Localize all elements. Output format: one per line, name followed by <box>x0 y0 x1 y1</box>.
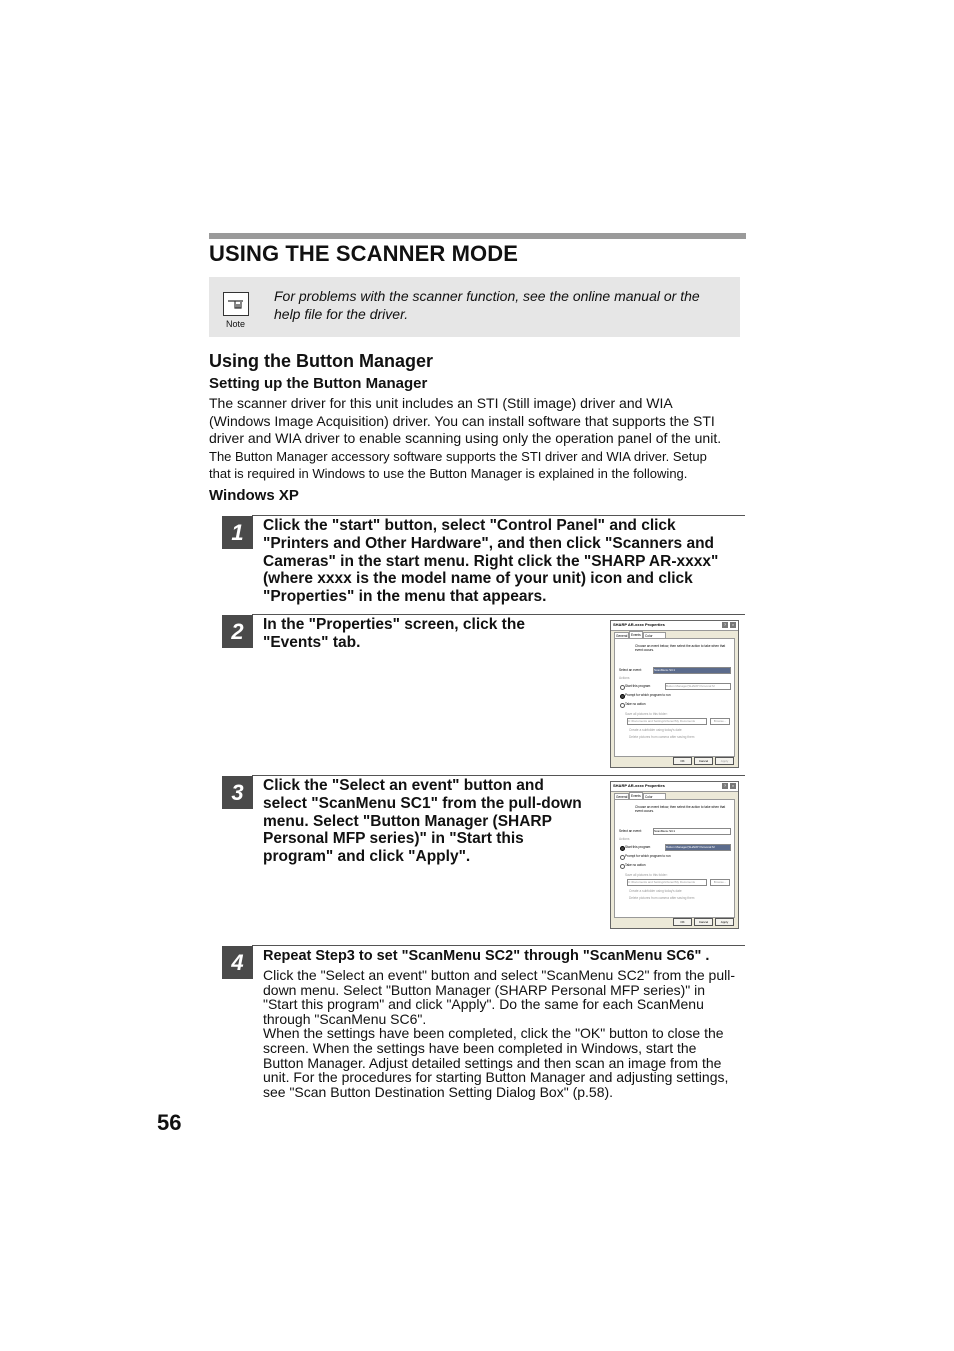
section-heading: Using the Button Manager <box>209 351 433 371</box>
step-number: 2 <box>222 615 253 648</box>
paragraph-line: driver and WIA driver to enable scanning using only the operation panel of the unit. <box>209 430 722 446</box>
step-line: In the "Properties" screen, click the <box>263 616 525 633</box>
pointing-hand-icon <box>223 292 249 316</box>
paragraph-line: that is required in Windows to use the Button Manager is explained in the following. <box>209 466 688 481</box>
browse-button: Browse... <box>710 879 730 886</box>
step-3-text <box>263 777 603 866</box>
step-rule <box>252 945 745 946</box>
step-body-line: Button Manager. Adjust detailed settings and then scan an image from the <box>263 1054 722 1071</box>
prompt-label: Prompt for which program to run <box>625 693 671 697</box>
intro-paragraph <box>209 395 744 483</box>
step-body-line: When the settings have been completed, click the "OK" button to close the <box>263 1025 724 1042</box>
delete-label: Delete pictures from camera after saving them <box>629 896 695 900</box>
apply-button: Apply <box>715 918 734 926</box>
event-select: ScanMenu SC1 <box>653 828 731 835</box>
dialog-intro: Choose an event below, then select the action to take when that event occurs. <box>635 644 726 652</box>
help-icon: ? <box>723 622 727 627</box>
program-select: Button Manager(SHARP Personal M <box>665 844 731 851</box>
title-rule <box>209 233 746 239</box>
program-select: Button Manager(SHARP Personal M <box>665 683 731 690</box>
dialog-titlebar <box>611 621 738 631</box>
step-rule <box>252 614 745 615</box>
take-no-action-label: Take no action <box>625 702 646 706</box>
tab-events: Events <box>631 794 641 798</box>
step-rule <box>252 775 745 776</box>
tab-general: General <box>616 634 628 638</box>
step-line: Personal MFP series)" in "Start this <box>263 830 524 848</box>
browse-button: Browse... <box>710 718 730 725</box>
step-line: Click the "start" button, select "Control Panel" and click <box>263 517 676 534</box>
subfolder-label: Create a subfolder using today's date <box>629 728 682 732</box>
folder-field: C:\Documents and Settings\Owner\My Documents <box>627 879 707 886</box>
step-line: Cameras" in the start menu. Right click the "SHARP AR-xxxx" <box>263 552 719 570</box>
step-4-title: Repeat Step3 to set "ScanMenu SC2" through "ScanMenu SC6" . <box>263 948 710 964</box>
save-folder-label: Save all pictures to this folder: <box>625 873 668 877</box>
step-body-line: Click the "Select an event" button and select "ScanMenu SC2" from the pull- <box>263 967 736 983</box>
step-line: program" and click "Apply". <box>263 848 471 866</box>
step-line: "Properties" in the menu that appears. <box>263 588 547 606</box>
note-box <box>209 277 740 337</box>
select-event-label: Select an event: <box>619 829 642 833</box>
cancel-button: Cancel <box>694 918 713 926</box>
step-line: (where xxxx is the model name of your unit) icon and click <box>263 570 693 588</box>
ok-button: OK <box>673 918 692 926</box>
event-select: ScanMenu SC1 <box>653 667 731 674</box>
close-icon: × <box>731 622 735 627</box>
actions-label: Actions <box>619 676 630 680</box>
step-body-line: see "Scan Button Destination Setting Dialog Box" (p.58). <box>263 1083 614 1100</box>
paragraph-line: The scanner driver for this unit includes an STI (Still image) driver and WIA <box>209 395 673 411</box>
subfolder-label: Create a subfolder using today's date <box>629 889 682 893</box>
note-text: For problems with the scanner function, see the online manual or the help file for the driver. <box>274 288 700 322</box>
tab-color-management: Color <box>643 632 666 640</box>
select-event-label: Select an event: <box>619 668 642 672</box>
step-1-text <box>263 517 745 606</box>
take-no-action-label: Take no action <box>625 863 646 867</box>
os-heading: Windows XP <box>209 487 299 504</box>
step-line: menu. Select "Button Manager (SHARP <box>263 812 552 830</box>
close-icon: × <box>731 783 735 788</box>
step-number: 1 <box>222 516 253 549</box>
step-line: "Printers and Other Hardware", and then click "Scanners and <box>263 534 715 552</box>
page-number: 56 <box>157 1110 182 1135</box>
start-program-label: Start this program <box>625 845 651 849</box>
step-body-line: unit. For the procedures for starting Button Manager and adjusting settings, <box>263 1069 729 1086</box>
section-subheading: Setting up the Button Manager <box>209 375 428 392</box>
step-line: "Events" tab. <box>263 633 361 651</box>
dialog-title: SHARP AR-xxxx Properties <box>613 622 665 627</box>
prompt-label: Prompt for which program to run <box>625 854 671 858</box>
step-body-line: screen. When the settings have been completed in Windows, start the <box>263 1039 697 1056</box>
step-body-line: through "ScanMenu SC6". <box>263 1010 427 1027</box>
dialog-title: SHARP AR-xxxx Properties <box>613 783 665 788</box>
dialog-titlebar <box>611 782 738 792</box>
properties-dialog-screenshot <box>610 620 739 768</box>
tab-events: Events <box>631 633 641 637</box>
apply-button: Apply <box>715 757 734 765</box>
cancel-button: Cancel <box>694 757 713 765</box>
dialog-intro: Choose an event below, then select the action to take when that event occurs. <box>635 805 726 813</box>
note-label: Note <box>226 319 246 329</box>
step-body-line: "Start this program" and click "Apply". Do the same for each ScanMenu <box>263 996 704 1013</box>
step-2-text <box>263 616 603 652</box>
step-line: Click the "Select an event" button and <box>263 777 544 794</box>
step-number: 4 <box>222 946 253 979</box>
page-title: USING THE SCANNER MODE <box>209 241 518 266</box>
tab-general: General <box>616 795 628 799</box>
ok-button: OK <box>673 757 692 765</box>
step-number: 3 <box>222 776 253 809</box>
properties-dialog-screenshot <box>610 781 739 929</box>
folder-field: C:\Documents and Settings\Owner\My Documents <box>627 718 707 725</box>
help-icon: ? <box>723 783 727 788</box>
actions-label: Actions <box>619 837 630 841</box>
step-rule <box>252 515 745 516</box>
delete-label: Delete pictures from camera after saving them <box>629 735 695 739</box>
save-folder-label: Save all pictures to this folder: <box>625 712 668 716</box>
tab-color-management: Color <box>643 793 666 801</box>
step-line: select "ScanMenu SC1" from the pull-down <box>263 794 582 812</box>
paragraph-line: The Button Manager accessory software supports the STI driver and WIA driver. Setup <box>209 448 707 464</box>
paragraph-line: (Windows Image Acquisition) driver. You can install software that supports the STI <box>209 412 715 429</box>
step-body-line: down menu. Select "Button Manager (SHARP Personal MFP series)" in <box>263 981 706 998</box>
step-4-body <box>263 968 747 1099</box>
start-program-label: Start this program <box>625 684 651 688</box>
